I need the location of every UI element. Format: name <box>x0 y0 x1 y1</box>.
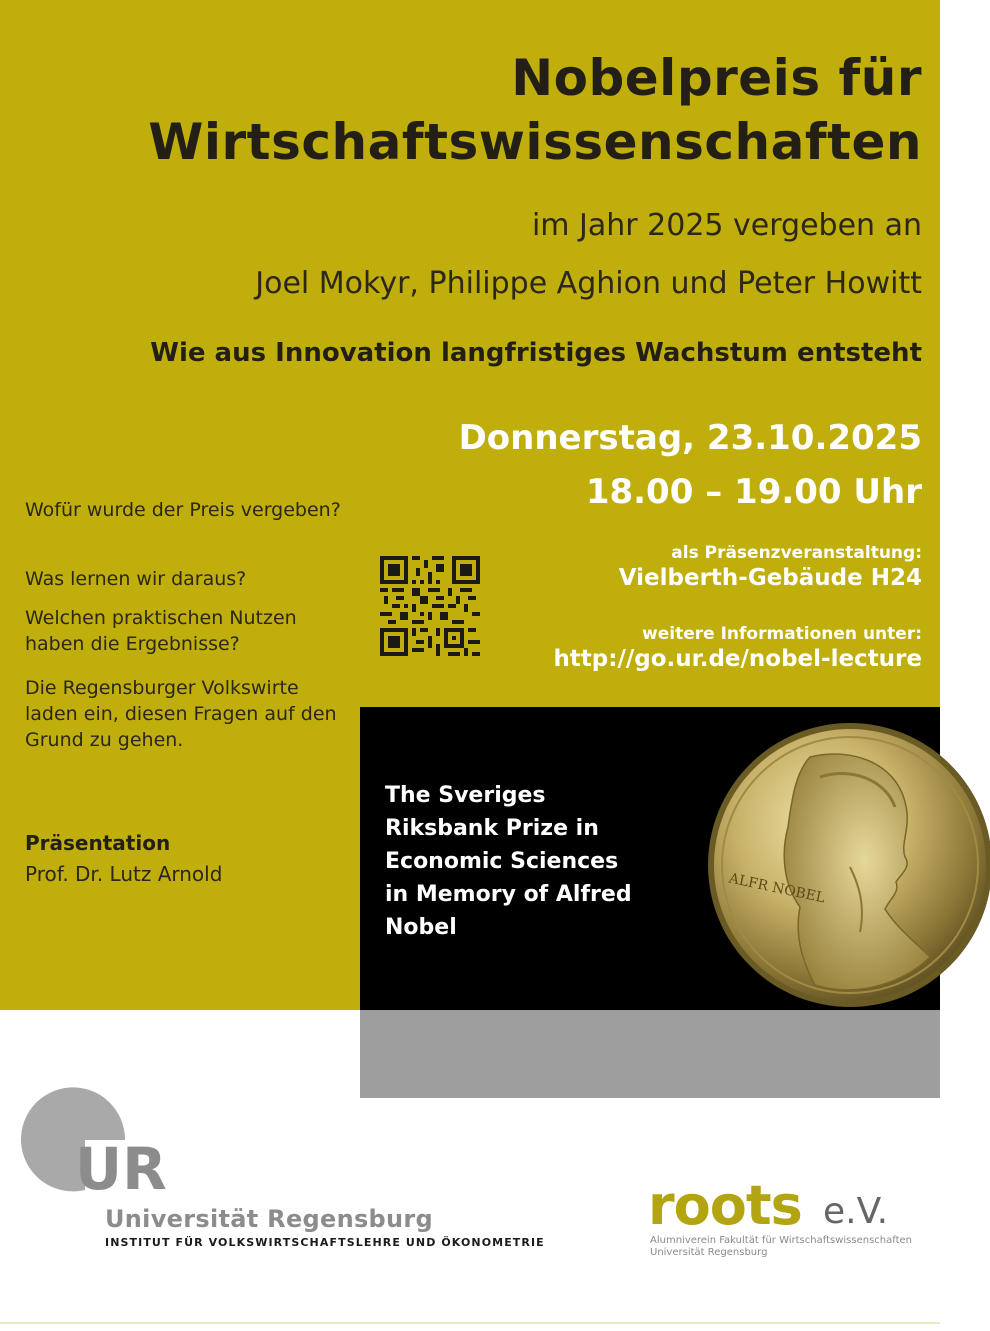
question-3: Welchen praktischen Nutzen haben die Ergebnisse? <box>25 607 297 655</box>
nobel-medal-image <box>700 717 990 1007</box>
info-label: weitere Informationen unter: <box>642 624 922 644</box>
presentation-label: Präsentation <box>25 831 171 855</box>
gray-band <box>360 1010 940 1098</box>
presenter-name: Prof. Dr. Lutz Arnold <box>25 862 223 886</box>
roots-subtitle-line-2: Universität Regensburg <box>650 1247 768 1258</box>
university-name: Universität Regensburg <box>105 1205 434 1233</box>
poster-title <box>148 46 922 174</box>
roots-ev: e.V. <box>823 1191 889 1232</box>
title-line-2: Wirtschaftswissenschaften <box>148 113 922 171</box>
subtitle-year: im Jahr 2025 vergeben an <box>531 208 922 243</box>
medal-inscription: ALFR NOBEL <box>727 870 827 907</box>
title-line-1: Nobelpreis für <box>511 49 922 107</box>
event-date: Donnerstag, 23.10.2025 <box>458 418 922 458</box>
event-time: 18.00 – 19.00 Uhr <box>585 472 922 512</box>
question-1: Wofür wurde der Preis vergeben? <box>25 499 341 521</box>
ur-logo-letters: UR <box>75 1135 167 1203</box>
prize-name: The Sveriges Riksbank Prize in Economic Sciences in Memory of Alfred Nobel <box>385 783 632 940</box>
qr-code-icon[interactable] <box>380 556 480 656</box>
bottom-divider <box>0 1322 940 1324</box>
venue: Vielberth-Gebäude H24 <box>618 565 922 591</box>
roots-subtitle <box>650 1235 912 1259</box>
lecture-topic: Wie aus Innovation langfristiges Wachstum entsteht <box>150 338 922 368</box>
question-2: Was lernen wir daraus? <box>25 568 247 590</box>
laureates: Joel Mokyr, Philippe Aghion und Peter Howitt <box>255 266 922 301</box>
ur-logo <box>25 1085 175 1203</box>
invitation-text: Die Regensburger Volkswirte laden ein, diesen Fragen auf den Grund zu gehen. <box>25 677 337 751</box>
venue-label: als Präsenzveranstaltung: <box>671 543 922 563</box>
institute-name: INSTITUT FÜR VOLKSWIRTSCHAFTSLEHRE UND ÖKONOMETRIE <box>105 1236 545 1249</box>
roots-logo: roots <box>648 1174 802 1237</box>
roots-subtitle-line-1: Alumniverein Fakultät für Wirtschaftswissenschaften <box>650 1235 913 1246</box>
info-url-link[interactable]: http://go.ur.de/nobel-lecture <box>553 646 922 672</box>
prize-panel <box>360 707 940 1010</box>
